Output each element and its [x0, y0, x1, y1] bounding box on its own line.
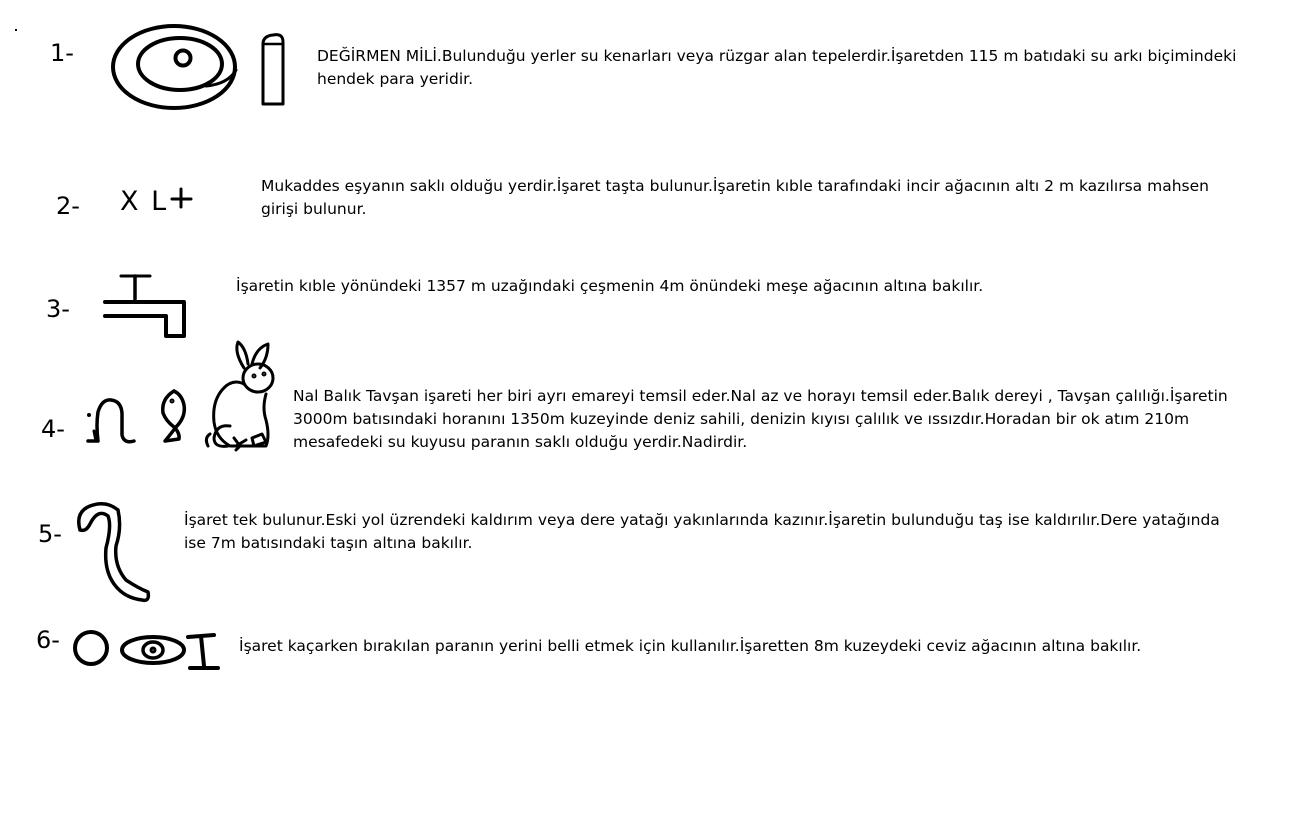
circle-icon — [72, 628, 112, 668]
row-6-description: İşaret kaçarken bırakılan paranın yerini belli etmek için kullanılır.İşaretten 8m kuzeydeki ceviz ağacının altına bakılır. — [239, 637, 1142, 655]
row-1-description: DEĞİRMEN MİLİ.Bulunduğu yerler su kenarları veya rüzgar alan tepelerdir.İşaretden 115 m batıdaki su arkı biçimindeki hendek para yeridir. — [317, 47, 1237, 88]
faucet-icon — [100, 272, 190, 342]
row-2-description: Mukaddes eşyanın saklı olduğu yerdir.İşaret taşta bulunur.İşaretin kıble tarafındaki incir ağacının altı 2 m kazılırsa mahsen girişi bulunur. — [261, 177, 1209, 218]
row-3-number: 3- — [46, 295, 70, 323]
row-2-symbol-letters: X L — [120, 186, 169, 217]
row-1-number: 1- — [50, 39, 74, 67]
fish-icon — [158, 387, 193, 447]
row-6-number: 6- — [36, 626, 60, 654]
eye-icon — [118, 633, 190, 669]
eye-ring-icon — [110, 24, 245, 114]
row-4-description: Nal Balık Tavşan işareti her biri ayrı emareyi temsil eder.Nal az ve horayı temsil eder.Balık dereyi , Tavşan çalılığı.İşaretin 3000m batısındaki horanını 1350m kuzeyinde deniz sahili, denizin kıyısı çalılık ve ıssızdır.Horadan bir ok atım 210m mesafedeki su kuyusu paranın saklı olduğu yerdir.Nadirdir. — [293, 387, 1228, 451]
bracket-icon — [255, 30, 295, 110]
stray-dot — [15, 29, 17, 31]
row-4-number: 4- — [41, 415, 65, 443]
plus-icon — [170, 186, 194, 210]
i-beam-icon — [184, 632, 224, 672]
horseshoe-icon — [84, 395, 139, 450]
rabbit-icon — [200, 338, 280, 453]
row-3-description: İşaretin kıble yönündeki 1357 m uzağındaki çeşmenin 4m önündeki meşe ağacının altına bakılır. — [236, 277, 984, 295]
row-5-number: 5- — [38, 520, 62, 548]
row-2-number: 2- — [56, 192, 80, 220]
snake-icon — [70, 498, 160, 608]
row-5-description: İşaret tek bulunur.Eski yol üzrendeki kaldırım veya dere yatağı yakınlarında kazınır.İşaretin bulunduğu taş ise kaldırılır.Dere yatağında ise 7m batısındaki taşın altına bakılır. — [184, 511, 1220, 552]
